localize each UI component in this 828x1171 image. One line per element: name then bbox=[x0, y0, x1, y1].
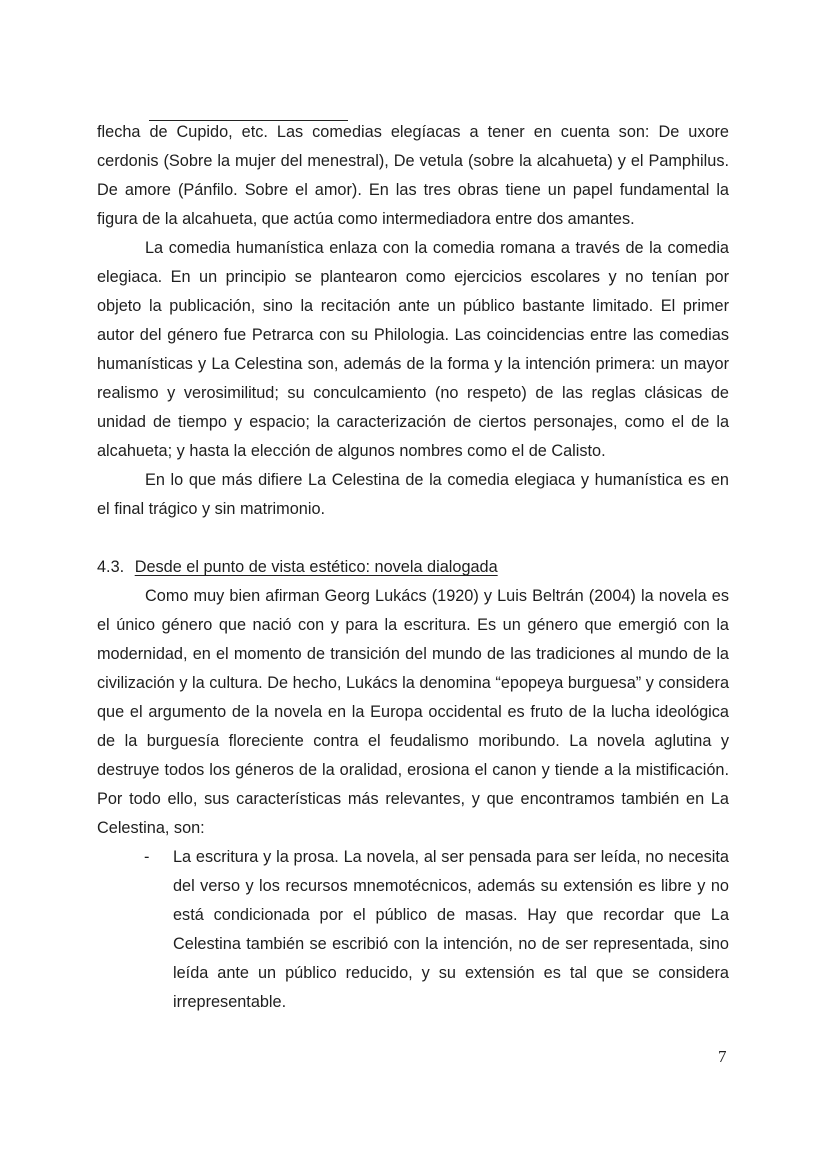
paragraph-comedia-humanistica: La comedia humanística enlaza con la comedia romana a través de la comedia elegiaca. En un principio se plantearon como ejercicios escolares y no tenían por objeto la publicación, sino la recitación ante un público bastante limitado. El primer autor del género fue Petrarca con su Philologia. Las coincidencias entre las comedias humanísticas y La Celestina son, además de la forma y la intención primera: un mayor realismo y verosimilitud; su conculcamiento (no respeto) de las reglas clásicas de unidad de tiempo y espacio; la caracterización de ciertos personajes, como el de la alcahueta; y hasta la elección de algunos nombres como el de Calisto. bbox=[97, 239, 729, 460]
section-title: Desde el punto de vista estético: novela dialogada bbox=[134, 558, 498, 576]
paragraph-difiere: En lo que más difiere La Celestina de la comedia elegiaca y humanística es en el final trágico y sin matrimonio. bbox=[97, 471, 729, 518]
bullet-dash: - bbox=[144, 848, 150, 866]
paragraph-novela: Como muy bien afirman Georg Lukács (1920) y Luis Beltrán (2004) la novela es el único género que nació con y para la escritura. Es un género que emergió con la modernidad, en el momento de transición del mundo de las tradiciones al mundo de la civilización y la cultura. De hecho, Lukács la denomina “epopeya burguesa” y considera que el argumento de la novela en la Europa occidental es fruto de la lucha ideológica de la burguesía floreciente contra el feudalismo moribundo. La novela aglutina y destruye todos los géneros de la oralidad, erosiona el canon y tiende a la mistificación. Por todo ello, sus características más relevantes, y que encontramos también en La Celestina, son: bbox=[97, 587, 729, 837]
page-body bbox=[97, 118, 729, 1017]
paragraph-continuation: flecha de Cupido, etc. Las comedias elegíacas a tener en cuenta son: De uxore cerdonis (Sobre la mujer del menestral), De vetula (sobre la alcahueta) y el Pamphilus. De amore (Pánfilo. Sobre el amor). En las tres obras tiene un papel fundamental la figura de la alcahueta, que actúa como intermediadora entre dos amantes. bbox=[97, 123, 729, 228]
list-item-text: La escritura y la prosa. La novela, al ser pensada para ser leída, no necesita del verso y los recursos mnemotécnicos, además su extensión es libre y no está condicionada por el público de masas. Hay que recordar que La Celestina también se escribió con la intención, no de ser representada, sino leída ante un público reducido, y su extensión es tal que se considera irrepresentable. bbox=[173, 848, 729, 1011]
section-heading bbox=[97, 553, 729, 582]
page-number: 7 bbox=[718, 1047, 727, 1066]
list-item bbox=[97, 843, 729, 1017]
section-number: 4.3. bbox=[97, 558, 125, 576]
spacer bbox=[97, 524, 729, 553]
